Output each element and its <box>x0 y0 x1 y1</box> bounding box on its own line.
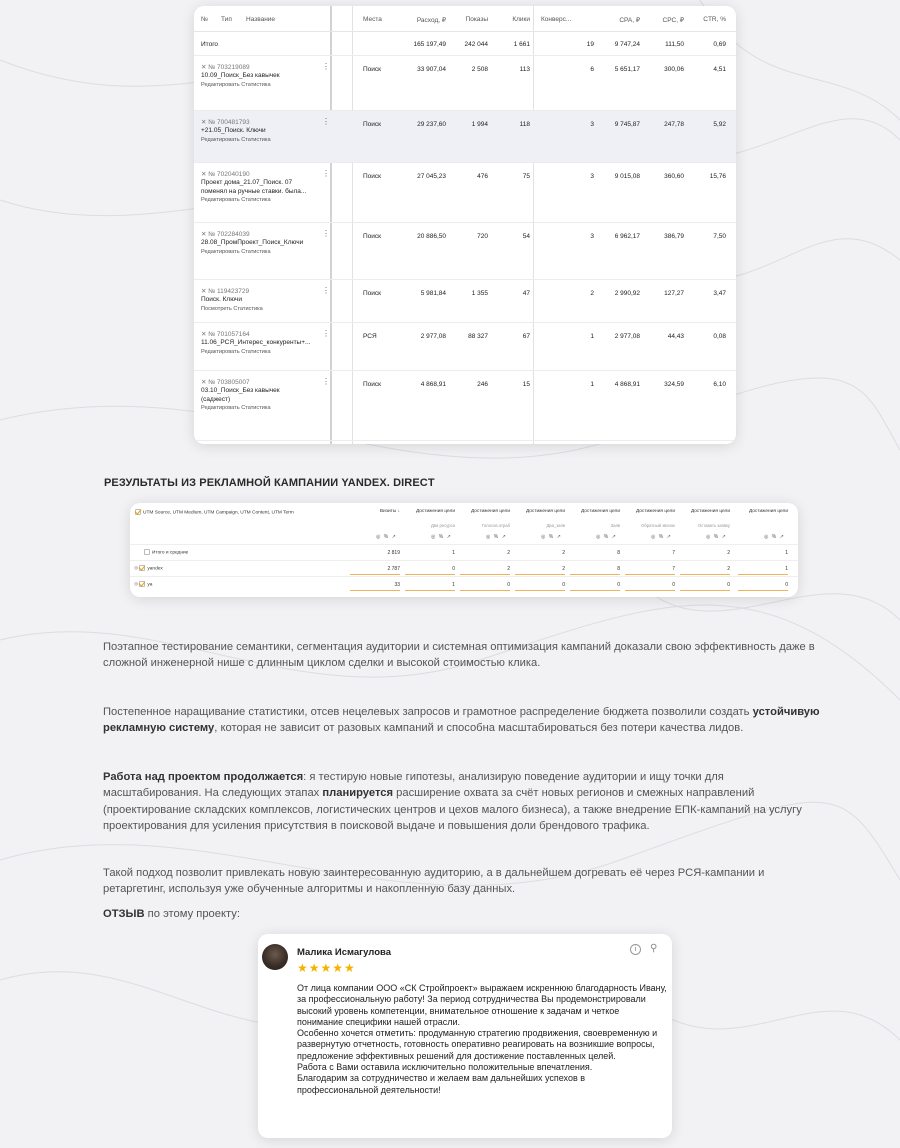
cell-clicks: 113 <box>519 66 530 73</box>
campaign-links[interactable]: Редактировать Статистика <box>201 248 271 255</box>
col-goal[interactable]: Достижения цели <box>580 509 620 514</box>
cell-conversions: 1 <box>590 333 594 340</box>
campaign-name[interactable]: поменял на ручные ставки. была... <box>201 187 307 195</box>
cell-value: 2 <box>727 550 730 556</box>
cell-value: 7 <box>672 566 675 572</box>
col-ctr[interactable]: CTR, % <box>703 16 726 23</box>
cell-place: Поиск <box>363 66 382 73</box>
status-icon: ✕ <box>201 119 209 126</box>
cell-clicks: 54 <box>522 233 530 240</box>
value-bar <box>680 590 730 591</box>
col-impressions[interactable]: Показы <box>465 16 488 23</box>
checkbox-icon[interactable] <box>139 565 145 571</box>
total-label: Итого <box>201 41 219 48</box>
utm-group-header[interactable] <box>135 509 294 515</box>
campaign-links[interactable]: Редактировать Статистика <box>201 136 271 143</box>
col-cpc[interactable]: CPC, ₽ <box>662 17 684 24</box>
cell-place: Поиск <box>363 381 382 388</box>
cell-cost: 20 886,50 <box>417 233 446 240</box>
cell-impressions: 246 <box>477 381 488 388</box>
checkbox-icon[interactable] <box>144 549 150 555</box>
campaign-links[interactable]: Посмотреть Статистика <box>201 305 263 312</box>
goal-sub: Заяв <box>610 523 620 528</box>
col-num[interactable]: № <box>201 16 208 23</box>
cell-value: 2 <box>507 550 510 556</box>
table-header <box>194 6 736 32</box>
metric-icons[interactable]: ◎ % ↗ <box>541 534 562 540</box>
total-ctr: 0,69 <box>713 41 726 48</box>
value-bar <box>515 590 565 591</box>
goal-sub: Два_заяв <box>546 523 565 528</box>
cell-value: 0 <box>617 582 620 588</box>
cell-value: 0 <box>727 582 730 588</box>
table-row[interactable] <box>194 56 736 111</box>
more-icon[interactable]: ⋮ <box>322 229 330 238</box>
total-impressions: 242 044 <box>464 41 488 48</box>
metric-icons[interactable]: ◎ % ↗ <box>706 534 727 540</box>
col-conversions[interactable]: Конверс... <box>541 16 572 23</box>
review-label-suffix: по этому проекту: <box>144 908 240 920</box>
paragraph-1: Поэтапное тестирование семантики, сегментация аудитории и системная оптимизация кампаний доказали свою эффективность даже в сложной инженерной нише с длинным циклом сделки и высокой стоимостью клика. <box>103 641 815 670</box>
status-icon: ✕ <box>201 288 209 295</box>
table-row[interactable] <box>194 163 736 223</box>
col-places[interactable]: Места <box>363 16 382 23</box>
p3-bold-c: планируется <box>322 787 394 800</box>
cell-value: 1 <box>452 550 455 556</box>
cell-value: 33 <box>394 582 400 588</box>
col-goal[interactable]: Достижения цели <box>748 509 788 514</box>
row-label: Итого и средние <box>144 549 188 555</box>
cell-cpa: 6 962,17 <box>614 233 640 240</box>
value-bar <box>738 574 788 575</box>
campaign-id: ✕ № 702284039 <box>201 231 250 238</box>
cell-value: 2 <box>727 566 730 572</box>
cell-ctr: 5,92 <box>713 121 726 128</box>
cell-ctr: 3,47 <box>713 290 726 297</box>
cell-impressions: 1 994 <box>471 121 488 128</box>
campaign-name[interactable]: 28.08_ПромПроект_Поиск_Ключи <box>201 239 304 247</box>
cell-conversions: 3 <box>590 233 594 240</box>
col-clicks[interactable]: Клики <box>512 16 530 23</box>
cell-value: 0 <box>507 582 510 588</box>
cell-cpc: 44,43 <box>667 333 684 340</box>
cell-value: 2 <box>562 566 565 572</box>
p3-text-b: : я тестирую новые гипотезы, анализирую поведение аудитории и ищу точки для масштабирования. На следующих этапах <box>103 771 724 800</box>
cell-conversions: 2 <box>590 290 594 297</box>
p2-bold: устойчивую рекламную систему <box>103 706 820 735</box>
table-row[interactable] <box>194 371 736 441</box>
value-bar <box>460 590 510 591</box>
col-goal[interactable]: Достижения цели <box>470 509 510 514</box>
cell-cpa: 5 651,17 <box>614 66 640 73</box>
p3-bold-a: Работа над проектом продолжается <box>103 771 304 783</box>
table-row[interactable] <box>130 544 798 560</box>
campaign-name[interactable]: Проект дома_21.07_Поиск. 07 <box>201 179 293 187</box>
total-cost: 165 197,49 <box>413 41 446 48</box>
cell-value: 8 <box>617 566 620 572</box>
cell-place: Поиск <box>363 173 382 180</box>
rating-stars: ★★★★★ <box>297 961 356 975</box>
cell-conversions: 3 <box>590 121 594 128</box>
checkbox-icon[interactable] <box>135 509 141 515</box>
review-card <box>258 934 672 1138</box>
status-icon: ✕ <box>201 171 209 178</box>
status-icon: ✕ <box>201 331 209 338</box>
total-cpa: 9 747,24 <box>614 41 640 48</box>
campaign-id: ✕ № 702040190 <box>201 171 250 178</box>
cell-place: Поиск <box>363 121 382 128</box>
col-goal[interactable]: Достижения цели <box>690 509 730 514</box>
checkbox-icon[interactable] <box>139 581 145 587</box>
more-icon[interactable]: ⋮ <box>322 169 330 178</box>
paragraph-4: Такой подход позволит привлекать новую заинтересованную аудиторию, а в дальнейшем догревать её через РСЯ-кампании и ретаргетинг, используя уже обученные алгоритмы и накопленную базу данных. <box>103 867 765 896</box>
cell-ctr: 4,51 <box>713 66 726 73</box>
cell-ctr: 0,08 <box>713 333 726 340</box>
cell-cpa: 2 977,08 <box>614 333 640 340</box>
col-goal[interactable]: Достижения цели <box>415 509 455 514</box>
cell-value: 2 787 <box>387 566 400 572</box>
cell-cpc: 386,79 <box>664 233 684 240</box>
value-bar <box>350 574 400 575</box>
cell-cost: 2 977,08 <box>420 333 446 340</box>
campaign-cell <box>201 231 329 256</box>
total-cpc: 111,50 <box>665 41 684 48</box>
cell-cpa: 9 015,08 <box>614 173 640 180</box>
expand-icon[interactable]: ⊕ <box>134 582 140 588</box>
avatar <box>262 944 288 970</box>
campaign-name[interactable]: (саджест) <box>201 395 231 403</box>
cell-cpc: 247,78 <box>664 121 684 128</box>
value-bar <box>405 590 455 591</box>
status-icon: ✕ <box>201 64 209 71</box>
metric-icons[interactable]: ◎ % ↗ <box>376 534 397 540</box>
direct-campaign-table <box>194 6 736 444</box>
campaign-id: ✕ № 703219089 <box>201 64 250 71</box>
paragraph-3 <box>103 769 823 834</box>
cell-cpa: 2 990,92 <box>614 290 640 297</box>
cell-ctr: 7,50 <box>713 233 726 240</box>
campaign-cell <box>201 288 329 313</box>
cell-cost: 29 237,60 <box>417 121 446 128</box>
value-bar <box>625 590 675 591</box>
total-row <box>194 32 736 56</box>
section-heading: РЕЗУЛЬТАТЫ ИЗ РЕКЛАМНОЙ КАМПАНИИ YANDEX. DIRECT <box>104 477 435 489</box>
more-icon[interactable]: ⋮ <box>322 117 330 126</box>
value-bar <box>460 574 510 575</box>
value-bar <box>738 590 788 591</box>
campaign-id: ✕ № 119423729 <box>201 288 250 295</box>
cell-value: 8 <box>617 550 620 556</box>
info-icon[interactable]: i <box>630 944 641 955</box>
campaign-cell <box>201 171 329 205</box>
cell-impressions: 1 355 <box>471 290 488 297</box>
cell-clicks: 15 <box>522 381 530 388</box>
total-conversions: 19 <box>586 41 594 48</box>
status-icon: ✕ <box>201 231 209 238</box>
expand-icon[interactable]: ⊕ <box>134 566 140 572</box>
cell-value: 0 <box>452 566 455 572</box>
campaign-links[interactable]: Редактировать Статистика <box>201 81 271 88</box>
cell-value: 0 <box>672 582 675 588</box>
paragraph-5 <box>103 906 823 922</box>
cell-conversions: 6 <box>590 66 594 73</box>
metric-icons[interactable]: ◎ % ↗ <box>596 534 617 540</box>
campaign-links[interactable]: Редактировать Статистика <box>201 405 271 412</box>
cell-value: 2 819 <box>387 550 400 556</box>
cell-place: Поиск <box>363 233 382 240</box>
campaign-name[interactable]: +21.05_Поиск. Ключи <box>201 127 266 135</box>
more-icon[interactable]: ⋮ <box>322 329 330 338</box>
cell-clicks: 118 <box>519 121 530 128</box>
table-row[interactable] <box>194 280 736 323</box>
row-label: ⊕ ya <box>134 582 153 588</box>
campaign-cell <box>201 64 329 89</box>
campaign-links[interactable]: Редактировать Статистика <box>201 348 271 355</box>
col-name[interactable]: Название <box>246 16 276 23</box>
value-bar <box>680 574 730 575</box>
cell-place: Поиск <box>363 290 382 297</box>
cell-conversions: 1 <box>590 381 594 388</box>
p2-text-c: , которая не зависит от разовых кампаний и способна масштабироваться без потери качества лидов. <box>214 722 744 735</box>
cell-clicks: 67 <box>522 333 530 340</box>
campaign-cell <box>201 119 329 144</box>
more-icon[interactable]: ⋮ <box>322 286 330 295</box>
pin-icon[interactable]: ⚲ <box>650 943 658 954</box>
campaign-name[interactable]: 03.10_Поиск_Без кавычек <box>201 387 280 395</box>
goal-sub: Два ресурса <box>430 523 455 528</box>
cell-ctr: 6,10 <box>713 381 726 388</box>
review-author: Малика Исмагулова <box>297 947 391 958</box>
campaign-id: ✕ № 700481793 <box>201 119 250 126</box>
campaign-id: ✕ № 703805007 <box>201 379 250 386</box>
cell-cpc: 300,06 <box>664 66 684 73</box>
col-cpa[interactable]: CPA, ₽ <box>619 17 640 24</box>
review-text: От лица компании ООО «СК Стройпроект» выражаем искреннюю благодарность Ивану, за профессиональную работу! За период сотрудничества Вы продемонстрировали высокий уровень компетенции, внимательное отношение к задачам и четкое понимание специфики нашей отрасли. Особенно хочется отметить: продуманную стратегию продвижения, своевременную и развернутую отчетность, готовность оперативно реагировать на возникшие вопросы, предложение эффективных решений для достижение поставленных целей. Работа с Вами оставила исключительно положительные впечатления. Благодарим за сотрудничество и желаем вам дальнейших успехов в профессиональной деятельности! <box>297 983 667 1095</box>
goal-sub: Обратный звонок <box>641 523 675 528</box>
goal-sub: Голосов.отраб <box>481 523 510 528</box>
table-row[interactable] <box>194 323 736 371</box>
cell-cpa: 4 868,91 <box>614 381 640 388</box>
cell-value: 1 <box>785 550 788 556</box>
goal-sub: Оставить заявку <box>697 523 730 528</box>
cell-conversions: 3 <box>590 173 594 180</box>
utm-group-label: UTM Source, UTM Medium, UTM Campaign, UTM Content, UTM Term <box>143 510 294 516</box>
value-bar <box>515 574 565 575</box>
cell-impressions: 476 <box>477 173 488 180</box>
cell-value: 7 <box>672 550 675 556</box>
cell-value: 0 <box>785 582 788 588</box>
cell-value: 2 <box>507 566 510 572</box>
table-row[interactable] <box>194 223 736 280</box>
cell-place: РСЯ <box>363 333 377 340</box>
metric-icons[interactable]: ◎ % ↗ <box>651 534 672 540</box>
col-cost[interactable]: Расход, ₽ <box>416 17 446 24</box>
campaign-name[interactable]: 11.06_РСЯ_Интерес_конкуренты+... <box>201 339 311 347</box>
cell-cost: 27 045,23 <box>417 173 446 180</box>
value-bar <box>350 590 400 591</box>
p2-text-a: Постепенное наращивание статистики, отсев нецелевых запросов и грамотное распределение бюджета позволили создать <box>103 706 753 718</box>
campaign-id: ✕ № 701057164 <box>201 331 250 338</box>
cell-impressions: 720 <box>477 233 488 240</box>
value-bar <box>625 574 675 575</box>
cell-cpc: 324,59 <box>664 381 684 388</box>
cell-cost: 4 868,91 <box>420 381 446 388</box>
status-icon: ✕ <box>201 379 209 386</box>
more-icon[interactable]: ⋮ <box>322 377 330 386</box>
campaign-name[interactable]: Поиск. Ключи <box>201 296 242 304</box>
campaign-links[interactable]: Редактировать Статистика <box>201 197 271 204</box>
cell-cpc: 360,60 <box>664 173 684 180</box>
total-clicks: 1 661 <box>513 41 530 48</box>
cell-cost: 5 981,84 <box>420 290 446 297</box>
cell-value: 0 <box>562 582 565 588</box>
cell-impressions: 88 327 <box>468 333 488 340</box>
value-bar <box>405 574 455 575</box>
campaign-cell <box>201 331 329 356</box>
p3-text-d: расширение охвата за счёт новых регионов и смежных направлений (проектирование складских комплексов, логистических центров и цехов малого бизнеса), а также внедрение ЕПК-кампаний на услугу проектирования для усиления присутствия в поисковой выдаче и повышения доли брендового трафика. <box>103 787 802 832</box>
table-row[interactable] <box>130 560 798 576</box>
cell-cost: 33 907,04 <box>417 66 446 73</box>
value-bar <box>570 590 620 591</box>
row-label: ⊕ yandex <box>134 566 163 572</box>
paragraph-2 <box>103 704 823 737</box>
col-goal[interactable]: Достижения цели <box>525 509 565 514</box>
cell-ctr: 15,76 <box>709 173 726 180</box>
table-row[interactable] <box>194 111 736 163</box>
value-bar <box>570 574 620 575</box>
campaign-name[interactable]: 10.09_Поиск_Без кавычек <box>201 72 280 80</box>
cell-value: 1 <box>785 566 788 572</box>
metrika-utm-report <box>130 503 798 597</box>
cell-impressions: 2 508 <box>471 66 488 73</box>
metric-icons[interactable]: ◎ % ↗ <box>431 534 452 540</box>
cell-cpc: 127,27 <box>664 290 684 297</box>
metric-icons[interactable]: ◎ % ↗ <box>486 534 507 540</box>
col-visits[interactable]: Визиты ↓ <box>379 509 400 514</box>
cell-clicks: 47 <box>522 290 530 297</box>
campaign-cell <box>201 379 329 413</box>
cell-value: 2 <box>562 550 565 556</box>
review-label: ОТЗЫВ <box>103 908 145 920</box>
more-icon[interactable]: ⋮ <box>322 62 330 71</box>
cell-value: 1 <box>452 582 455 588</box>
col-type[interactable]: Тип <box>221 16 232 23</box>
table-row[interactable] <box>130 576 798 592</box>
cell-cpa: 9 745,87 <box>614 121 640 128</box>
metric-icons[interactable]: ◎ % ↗ <box>764 534 785 540</box>
cell-clicks: 75 <box>522 173 530 180</box>
col-goal[interactable]: Достижения цели <box>635 509 675 514</box>
